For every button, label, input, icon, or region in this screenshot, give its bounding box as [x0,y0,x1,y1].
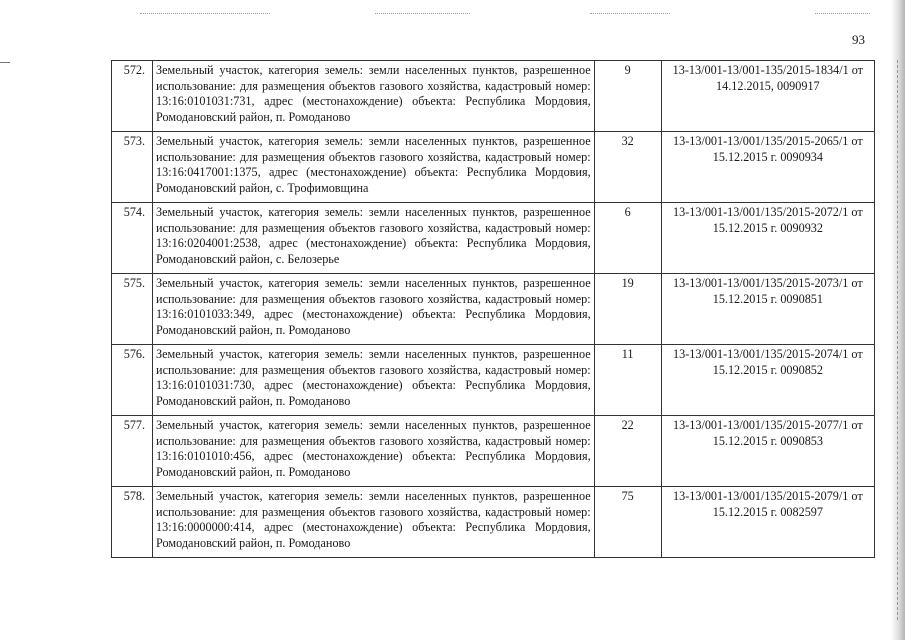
table-row [112,487,875,558]
row-length: 19 [594,274,661,345]
row-number: 577. [112,416,153,487]
row-description: Земельный участок, категория земель: земли населенных пунктов, разрешенное использование: для размещения объектов газового хозяйства, кадастровый номер: 13:16:0101033:349, адрес (местонахождение) объекта: Республика Мордовия, Ромодановский район, п. Ромоданово [153,274,595,345]
row-length: 75 [594,487,661,558]
row-length: 22 [594,416,661,487]
row-length: 11 [594,345,661,416]
table-row [112,203,875,274]
row-registration: 13-13/001-13/001/135/2015-2072/1 от 15.12.2015 г. 0090932 [661,203,874,274]
row-length: 32 [594,132,661,203]
scan-noise-top [815,13,870,15]
row-description: Земельный участок, категория земель: земли населенных пунктов, разрешенное использование: для размещения объектов газового хозяйства, кадастровый номер: 13:16:0417001:1375, адрес (местонахождение) объекта: Республика Мордовия, Ромодановский район, с. Трофимовщина [153,132,595,203]
scan-noise-top [140,13,270,15]
row-number: 576. [112,345,153,416]
row-number: 572. [112,61,153,132]
row-description: Земельный участок, категория земель: земли населенных пунктов, разрешенное использование: для размещения объектов газового хозяйства, кадастровый номер: 13:16:0204001:2538, адрес (местонахождение) объекта: Республика Мордовия, Ромодановский район, с. Белозерье [153,203,595,274]
row-description: Земельный участок, категория земель: земли населенных пунктов, разрешенное использование: для размещения объектов газового хозяйства, кадастровый номер: 13:16:0101031:731, адрес (местонахождение) объекта: Республика Мордовия, Ромодановский район, п. Ромоданово [153,61,595,132]
row-length: 6 [594,203,661,274]
row-registration: 13-13/001-13/001/135/2015-2074/1 от 15.12.2015 г. 0090852 [661,345,874,416]
page-number: 93 [852,32,865,47]
table-row [112,61,875,132]
scan-edge-marks [897,60,901,620]
row-registration: 13-13/001-13/001-135/2015-1834/1 от 14.12.2015, 0090917 [661,61,874,132]
scan-mark-left [0,62,10,63]
table-row [112,345,875,416]
row-registration: 13-13/001-13/001/135/2015-2065/1 от 15.12.2015 г. 0090934 [661,132,874,203]
registry-table-body [112,61,875,558]
row-number: 574. [112,203,153,274]
row-description: Земельный участок, категория земель: земли населенных пунктов, разрешенное использование: для размещения объектов газового хозяйства, кадастровый номер: 13:16:0000000:414, адрес (местонахождение) объекта: Республика Мордовия, Ромодановский район, п. Ромоданово [153,487,595,558]
row-number: 573. [112,132,153,203]
table-row [112,132,875,203]
row-description: Земельный участок, категория земель: земли населенных пунктов, разрешенное использование: для размещения объектов газового хозяйства, кадастровый номер: 13:16:0101031:730, адрес (местонахождение) объекта: Республика Мордовия, Ромодановский район, п. Ромоданово [153,345,595,416]
table-row [112,416,875,487]
registry-table [111,60,875,558]
table-row [112,274,875,345]
row-description: Земельный участок, категория земель: земли населенных пунктов, разрешенное использование: для размещения объектов газового хозяйства, кадастровый номер: 13:16:0101010:456, адрес (местонахождение) объекта: Республика Мордовия, Ромодановский район, п. Ромоданово [153,416,595,487]
row-number: 575. [112,274,153,345]
row-registration: 13-13/001-13/001/135/2015-2077/1 от 15.12.2015 г. 0090853 [661,416,874,487]
row-registration: 13-13/001-13/001/135/2015-2079/1 от 15.12.2015 г. 0082597 [661,487,874,558]
row-length: 9 [594,61,661,132]
row-registration: 13-13/001-13/001/135/2015-2073/1 от 15.12.2015 г. 0090851 [661,274,874,345]
scan-noise-top [375,13,470,15]
scan-noise-top [590,13,670,15]
row-number: 578. [112,487,153,558]
